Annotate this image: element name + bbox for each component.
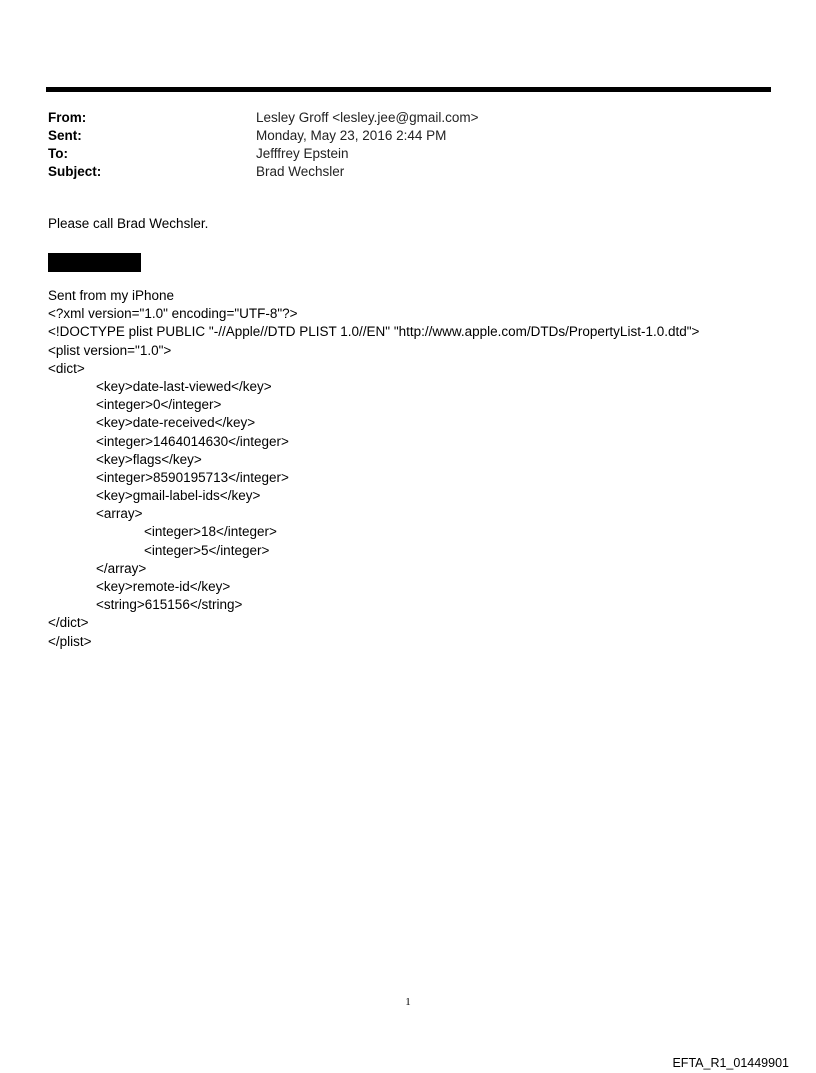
email-header: [48, 108, 768, 180]
plist-line: <?xml version="1.0" encoding="UTF-8"?>: [48, 306, 298, 322]
from-row: [48, 108, 768, 126]
to-value: Jefffrey Epstein: [256, 145, 349, 161]
plist-line: <key>date-received</key>: [96, 415, 256, 431]
plist-line: <integer>1464014630</integer>: [96, 433, 289, 449]
plist-line: </dict>: [48, 615, 89, 631]
plist-line: <key>remote-id</key>: [96, 579, 231, 594]
document-id: EFTA_R1_01449901: [672, 1056, 789, 1070]
from-label: From:: [48, 109, 87, 125]
plist-line: Sent from my iPhone: [48, 288, 175, 303]
subject-label: Subject:: [48, 163, 102, 179]
header-divider: [46, 87, 771, 92]
plist-line: <integer>0</integer>: [96, 397, 222, 413]
plist-line: <key>gmail-label-ids</key>: [96, 488, 261, 504]
plist-line: <integer>18</integer>: [144, 524, 277, 540]
subject-row: [48, 162, 768, 180]
from-value: Lesley Groff <lesley.jee@gmail.com>: [256, 109, 479, 125]
plist-line: </array>: [96, 560, 147, 576]
subject-value: Brad Wechsler: [256, 163, 345, 179]
plist-line: <string>615156</string>: [96, 597, 243, 613]
message-body: Please call Brad Wechsler.: [48, 216, 209, 231]
sent-label: Sent:: [48, 127, 82, 143]
plist-line: <integer>8590195713</integer>: [96, 469, 289, 485]
page-number: 1: [405, 996, 411, 1008]
plist-line: <dict>: [48, 360, 85, 376]
sent-value: Monday, May 23, 2016 2:44 PM: [256, 127, 447, 143]
to-row: [48, 144, 768, 162]
plist-line: <key>flags</key>: [96, 451, 202, 467]
plist-line: <plist version="1.0">: [48, 342, 172, 358]
redaction-block: [48, 253, 141, 272]
plist-line: </plist>: [48, 633, 92, 649]
plist-content: [48, 287, 788, 651]
sent-row: [48, 126, 768, 144]
to-label: To:: [48, 145, 68, 161]
plist-line: <key>date-last-viewed</key>: [96, 378, 272, 394]
plist-line: <integer>5</integer>: [144, 542, 270, 558]
plist-line: <array>: [96, 506, 143, 522]
plist-line: <!DOCTYPE plist PUBLIC "-//Apple//DTD PLIST 1.0//EN" "http://www.apple.com/DTDs/PropertyList-1.0.dtd">: [48, 324, 700, 340]
